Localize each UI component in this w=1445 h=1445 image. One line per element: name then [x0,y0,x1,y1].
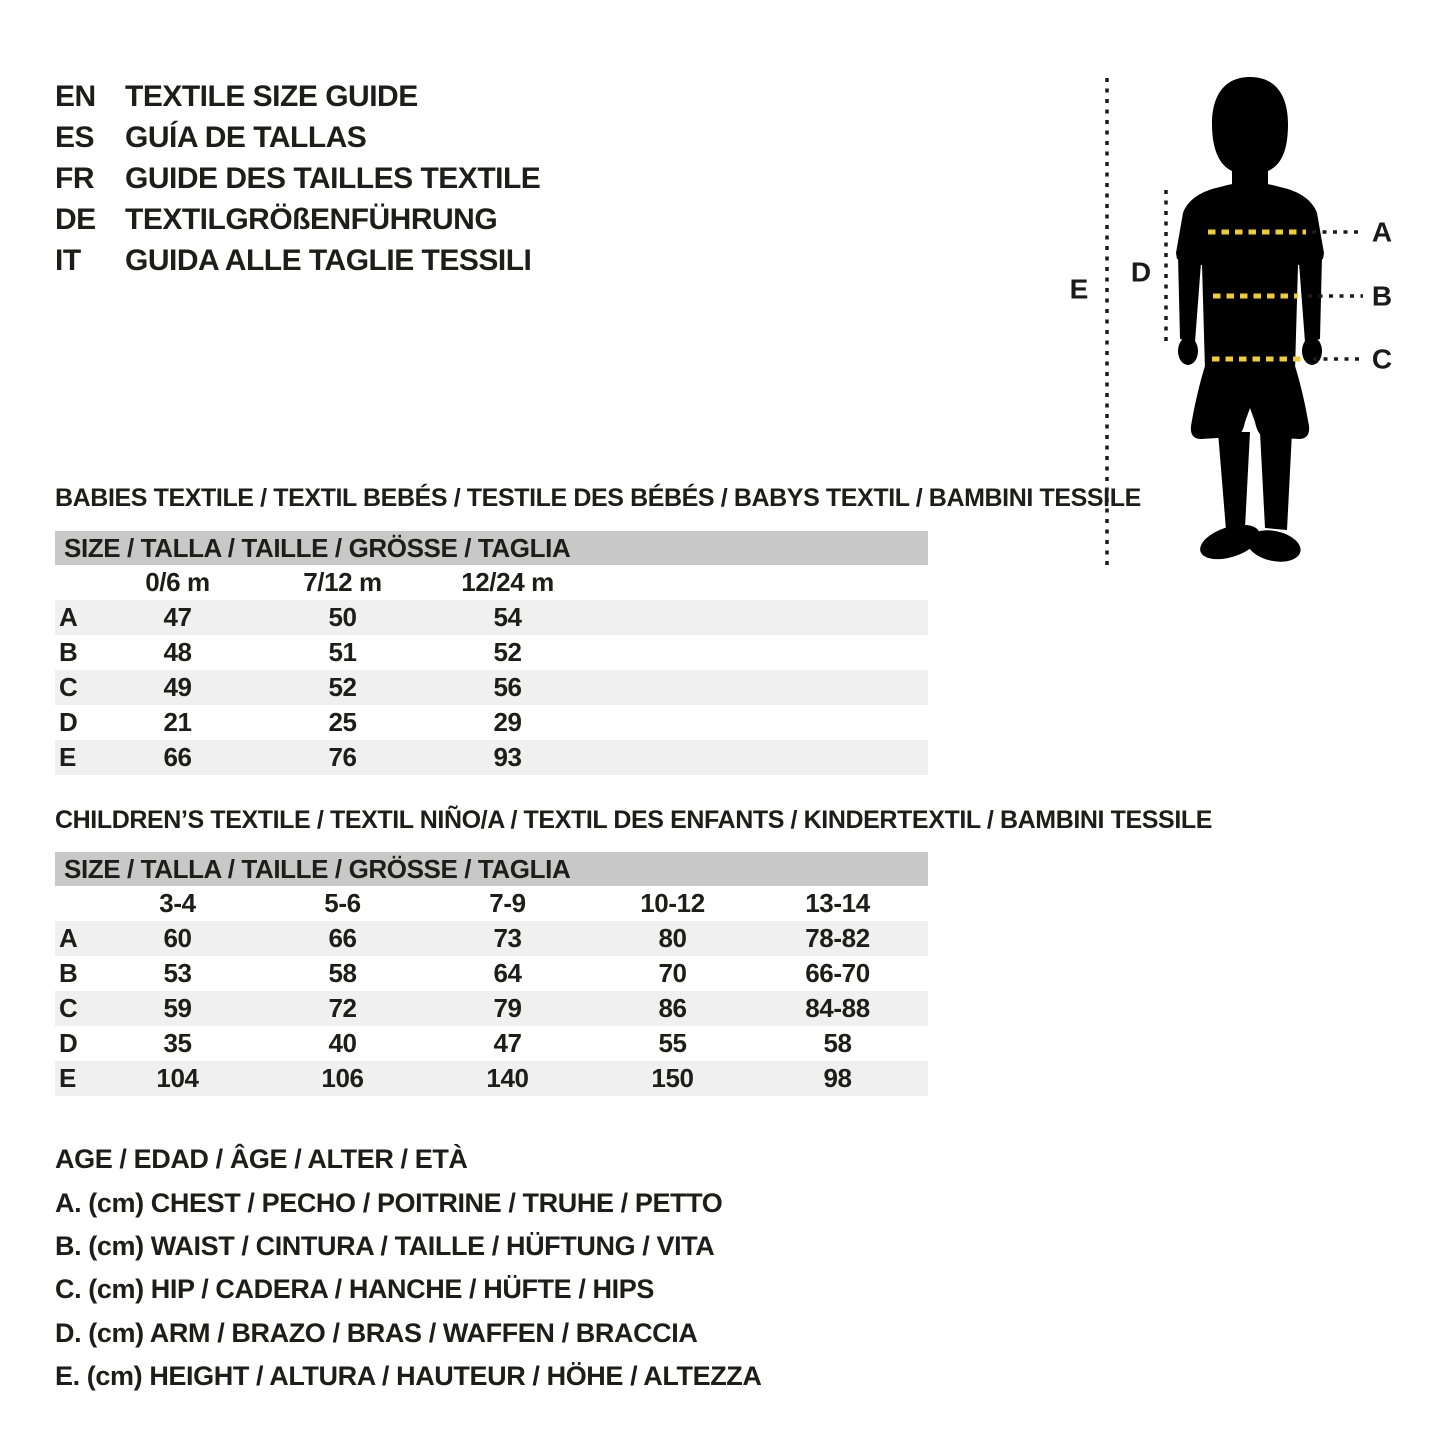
row-label: E [59,1063,76,1093]
column-header: 7-9 [489,888,526,918]
table-row [55,670,928,705]
cell: 106 [321,1063,364,1093]
babies-size-header-bar: SIZE / TALLA / TAILLE / GRÖSSE / TAGLIA [55,531,928,565]
column-header: 5-6 [324,888,361,918]
cell: 25 [328,707,357,737]
table-row [55,635,928,670]
child-silhouette-icon [1176,77,1324,566]
row-label: A [59,923,78,953]
cell: 86 [658,993,687,1023]
cell: 56 [493,672,522,702]
legend-chest: A. (cm) CHEST / PECHO / POITRINE / TRUHE / PETTO [55,1187,723,1218]
language-code: ES [55,120,95,154]
legend-age: AGE / EDAD / ÂGE / ALTER / ETÀ [55,1144,468,1175]
cell: 60 [163,923,192,953]
cell: 54 [493,602,522,632]
language-title-list [55,76,540,281]
row-label: A [59,602,78,632]
legend-height: E. (cm) HEIGHT / ALTURA / HAUTEUR / HÖHE / ALTEZZA [55,1361,762,1392]
children-section-title: CHILDREN’S TEXTILE / TEXTIL NIÑO/A / TEXTIL DES ENFANTS / KINDERTEXTIL / BAMBINI TESSILE [55,806,1213,834]
cell: 47 [493,1028,522,1058]
language-code: FR [55,161,94,195]
cell: 35 [163,1028,192,1058]
cell: 47 [163,602,192,632]
cell: 66 [163,742,192,772]
table-row [55,921,928,956]
cell: 29 [493,707,522,737]
row-label: C [59,672,78,702]
measurement-legend [55,1138,761,1398]
table-row [55,705,928,740]
legend-hip: C. (cm) HIP / CADERA / HANCHE / HÜFTE / HIPS [55,1274,654,1305]
language-code: DE [55,202,96,236]
table-row [55,956,928,991]
label-B: B [1371,280,1393,312]
table-row [55,740,928,775]
legend-waist: B. (cm) WAIST / CINTURA / TAILLE / HÜFTUNG / VITA [55,1230,715,1261]
cell: 140 [486,1063,529,1093]
cell: 40 [328,1028,357,1058]
cell: 49 [163,672,192,702]
cell: 80 [658,923,687,953]
children-column-header-row [55,886,928,921]
cell: 72 [328,993,357,1023]
cell: 50 [328,602,357,632]
cell: 51 [328,637,357,667]
language-row-it [55,240,540,281]
guide-title-de: TEXTILGRÖßENFÜHRUNG [125,202,498,236]
language-row-en [55,76,540,117]
children-size-header-bar: SIZE / TALLA / TAILLE / GRÖSSE / TAGLIA [55,852,928,886]
row-label: D [59,1028,78,1058]
label-E: E [1069,273,1089,305]
guide-title-fr: GUIDE DES TAILLES TEXTILE [125,161,541,195]
label-C: C [1371,343,1393,375]
guide-title-en: TEXTILE SIZE GUIDE [125,79,418,113]
row-label: E [59,742,76,772]
cell: 84-88 [805,993,870,1023]
cell: 58 [328,958,357,988]
column-header: 10-12 [640,888,705,918]
cell: 48 [163,637,192,667]
cell: 66-70 [805,958,870,988]
table-row [55,1061,928,1096]
row-label: B [59,958,78,988]
cell: 53 [163,958,192,988]
cell: 98 [823,1063,852,1093]
language-code: EN [55,79,96,113]
row-label: D [59,707,78,737]
cell: 78-82 [805,923,870,953]
table-row [55,991,928,1026]
children-size-table [55,852,928,1096]
cell: 93 [493,742,522,772]
guide-title-es: GUÍA DE TALLAS [125,120,367,154]
cell: 55 [658,1028,687,1058]
cell: 150 [651,1063,694,1093]
cell: 73 [493,923,522,953]
table-row [55,600,928,635]
language-row-es [55,117,540,158]
column-header: 3-4 [159,888,196,918]
legend-arm: D. (cm) ARM / BRAZO / BRAS / WAFFEN / BRACCIA [55,1317,698,1348]
cell: 76 [328,742,357,772]
babies-size-table [55,531,928,775]
row-label: B [59,637,78,667]
language-code: IT [55,243,81,277]
label-A: A [1371,216,1393,248]
babies-section-title: BABIES TEXTILE / TEXTIL BEBÉS / TESTILE DES BÉBÉS / BABYS TEXTIL / BAMBINI TESSILE [55,484,1141,512]
cell: 70 [658,958,687,988]
column-header: 7/12 m [303,567,382,597]
cell: 104 [156,1063,199,1093]
label-D: D [1130,256,1152,288]
guide-title-it: GUIDA ALLE TAGLIE TESSILI [125,243,532,277]
column-header: 12/24 m [461,567,554,597]
cell: 66 [328,923,357,953]
column-header: 0/6 m [145,567,210,597]
column-header: 13-14 [805,888,870,918]
cell: 52 [328,672,357,702]
language-row-fr [55,158,540,199]
table-row [55,1026,928,1061]
language-row-de [55,199,540,240]
cell: 58 [823,1028,852,1058]
cell: 21 [163,707,192,737]
cell: 64 [493,958,522,988]
cell: 79 [493,993,522,1023]
cell: 52 [493,637,522,667]
cell: 59 [163,993,192,1023]
babies-column-header-row [55,565,928,600]
row-label: C [59,993,78,1023]
